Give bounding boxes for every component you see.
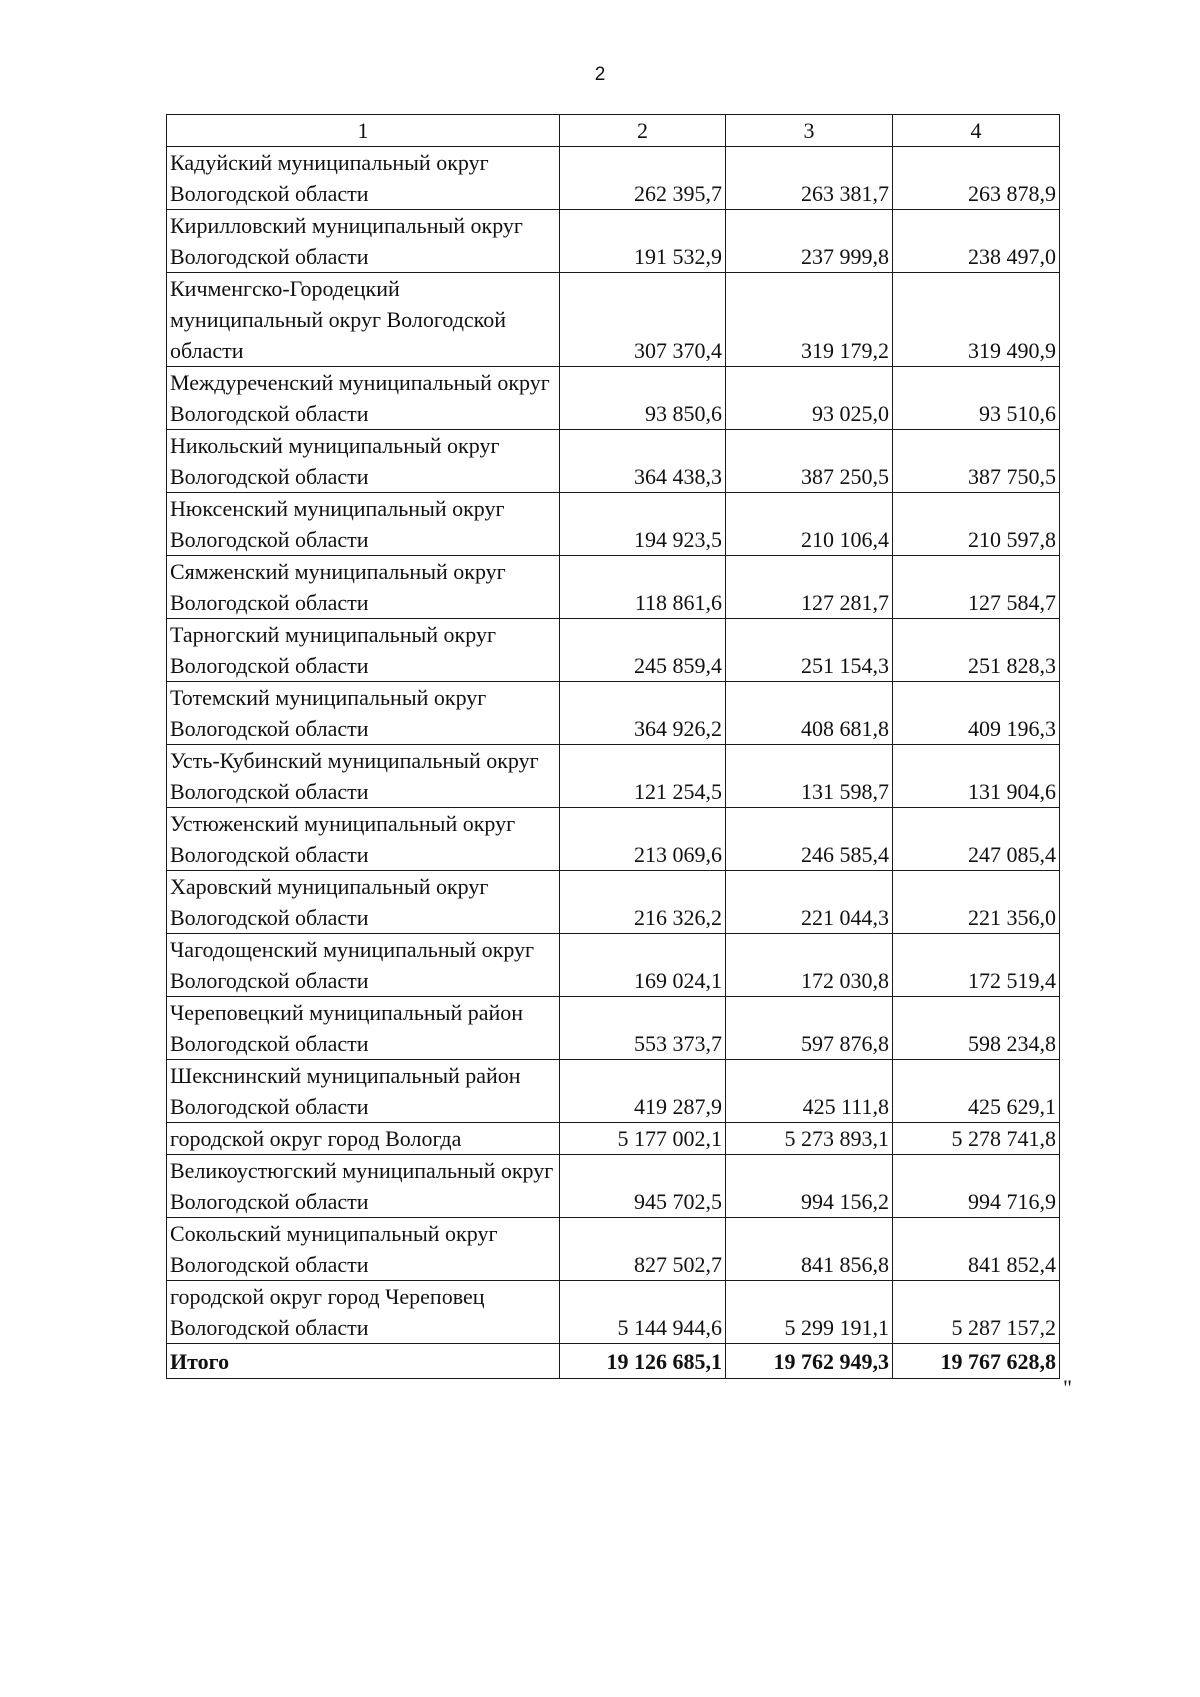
value-col-2: 245 859,4 — [560, 619, 726, 682]
value-col-3: 319 179,2 — [726, 273, 893, 367]
total-col-3: 19 762 949,3 — [726, 1344, 893, 1379]
district-name: Харовский муниципальный округ Вологодской области — [167, 871, 560, 934]
table-row — [167, 1060, 1060, 1123]
district-name: Чагодощенский муниципальный округ Вологодской области — [167, 934, 560, 997]
closing-quote: " — [1063, 1375, 1072, 1400]
header-row — [167, 115, 1060, 147]
value-col-2: 307 370,4 — [560, 273, 726, 367]
district-name: Кичменгско-Городецкий муниципальный округ Вологодской области — [167, 273, 560, 367]
table-row — [167, 147, 1060, 210]
column-header-3: 3 — [726, 115, 893, 147]
district-name: Нюксенский муниципальный округ Вологодской области — [167, 493, 560, 556]
value-col-2: 364 438,3 — [560, 430, 726, 493]
district-name: Череповецкий муниципальный район Вологодской области — [167, 997, 560, 1060]
value-col-3: 172 030,8 — [726, 934, 893, 997]
value-col-4: 172 519,4 — [893, 934, 1060, 997]
table-row — [167, 1155, 1060, 1218]
table-row — [167, 682, 1060, 745]
value-col-2: 419 287,9 — [560, 1060, 726, 1123]
table-row — [167, 1123, 1060, 1155]
value-col-4: 221 356,0 — [893, 871, 1060, 934]
total-col-4: 19 767 628,8 — [893, 1344, 1060, 1379]
column-header-2: 2 — [560, 115, 726, 147]
table-row — [167, 619, 1060, 682]
value-col-4: 319 490,9 — [893, 273, 1060, 367]
value-col-4: 93 510,6 — [893, 367, 1060, 430]
value-col-2: 364 926,2 — [560, 682, 726, 745]
value-col-4: 251 828,3 — [893, 619, 1060, 682]
value-col-3: 408 681,8 — [726, 682, 893, 745]
table-row — [167, 430, 1060, 493]
table-row — [167, 1218, 1060, 1281]
district-name: городской округ город Вологда — [167, 1123, 560, 1155]
value-col-3: 237 999,8 — [726, 210, 893, 273]
value-col-3: 246 585,4 — [726, 808, 893, 871]
value-col-3: 263 381,7 — [726, 147, 893, 210]
page-number: 2 — [594, 64, 606, 85]
value-col-2: 213 069,6 — [560, 808, 726, 871]
district-name: Тарногский муниципальный округ Вологодской области — [167, 619, 560, 682]
table-row — [167, 808, 1060, 871]
value-col-4: 210 597,8 — [893, 493, 1060, 556]
district-name: Сокольский муниципальный округ Вологодской области — [167, 1218, 560, 1281]
value-col-3: 841 856,8 — [726, 1218, 893, 1281]
value-col-2: 93 850,6 — [560, 367, 726, 430]
value-col-3: 425 111,8 — [726, 1060, 893, 1123]
value-col-3: 210 106,4 — [726, 493, 893, 556]
value-col-4: 409 196,3 — [893, 682, 1060, 745]
value-col-3: 127 281,7 — [726, 556, 893, 619]
district-name: Великоустюгский муниципальный округ Вологодской области — [167, 1155, 560, 1218]
value-col-4: 994 716,9 — [893, 1155, 1060, 1218]
district-name: Кадуйский муниципальный округ Вологодской области — [167, 147, 560, 210]
value-col-4: 127 584,7 — [893, 556, 1060, 619]
total-label: Итого — [167, 1344, 560, 1379]
value-col-3: 5 273 893,1 — [726, 1123, 893, 1155]
district-name: Усть-Кубинский муниципальный округ Вологодской области — [167, 745, 560, 808]
district-name: городской округ город Череповец Вологодской области — [167, 1281, 560, 1344]
table-row — [167, 367, 1060, 430]
value-col-4: 247 085,4 — [893, 808, 1060, 871]
value-col-4: 387 750,5 — [893, 430, 1060, 493]
district-name: Сямженский муниципальный округ Вологодской области — [167, 556, 560, 619]
table-row — [167, 273, 1060, 367]
value-col-2: 118 861,6 — [560, 556, 726, 619]
value-col-3: 387 250,5 — [726, 430, 893, 493]
table-row — [167, 556, 1060, 619]
value-col-2: 262 395,7 — [560, 147, 726, 210]
total-col-2: 19 126 685,1 — [560, 1344, 726, 1379]
value-col-2: 169 024,1 — [560, 934, 726, 997]
value-col-2: 194 923,5 — [560, 493, 726, 556]
district-name: Кирилловский муниципальный округ Вологодской области — [167, 210, 560, 273]
value-col-3: 93 025,0 — [726, 367, 893, 430]
table-row — [167, 1281, 1060, 1344]
column-header-1: 1 — [167, 115, 560, 147]
value-col-4: 238 497,0 — [893, 210, 1060, 273]
value-col-2: 216 326,2 — [560, 871, 726, 934]
table-row — [167, 493, 1060, 556]
table-row — [167, 210, 1060, 273]
total-row — [167, 1344, 1060, 1379]
budget-table — [166, 114, 1060, 1379]
table-row — [167, 934, 1060, 997]
value-col-3: 131 598,7 — [726, 745, 893, 808]
district-name: Междуреченский муниципальный округ Вологодской области — [167, 367, 560, 430]
district-name: Никольский муниципальный округ Вологодской области — [167, 430, 560, 493]
value-col-2: 121 254,5 — [560, 745, 726, 808]
value-col-3: 597 876,8 — [726, 997, 893, 1060]
district-name: Шекснинский муниципальный район Вологодской области — [167, 1060, 560, 1123]
value-col-2: 553 373,7 — [560, 997, 726, 1060]
column-header-4: 4 — [893, 115, 1060, 147]
value-col-2: 5 177 002,1 — [560, 1123, 726, 1155]
value-col-2: 191 532,9 — [560, 210, 726, 273]
value-col-4: 5 278 741,8 — [893, 1123, 1060, 1155]
value-col-2: 945 702,5 — [560, 1155, 726, 1218]
value-col-3: 221 044,3 — [726, 871, 893, 934]
value-col-4: 841 852,4 — [893, 1218, 1060, 1281]
value-col-2: 827 502,7 — [560, 1218, 726, 1281]
value-col-3: 251 154,3 — [726, 619, 893, 682]
table-row — [167, 871, 1060, 934]
table-row — [167, 745, 1060, 808]
value-col-3: 5 299 191,1 — [726, 1281, 893, 1344]
value-col-3: 994 156,2 — [726, 1155, 893, 1218]
district-name: Тотемский муниципальный округ Вологодской области — [167, 682, 560, 745]
value-col-4: 598 234,8 — [893, 997, 1060, 1060]
value-col-4: 425 629,1 — [893, 1060, 1060, 1123]
value-col-4: 263 878,9 — [893, 147, 1060, 210]
district-name: Устюженский муниципальный округ Вологодской области — [167, 808, 560, 871]
value-col-4: 131 904,6 — [893, 745, 1060, 808]
value-col-2: 5 144 944,6 — [560, 1281, 726, 1344]
value-col-4: 5 287 157,2 — [893, 1281, 1060, 1344]
table-row — [167, 997, 1060, 1060]
